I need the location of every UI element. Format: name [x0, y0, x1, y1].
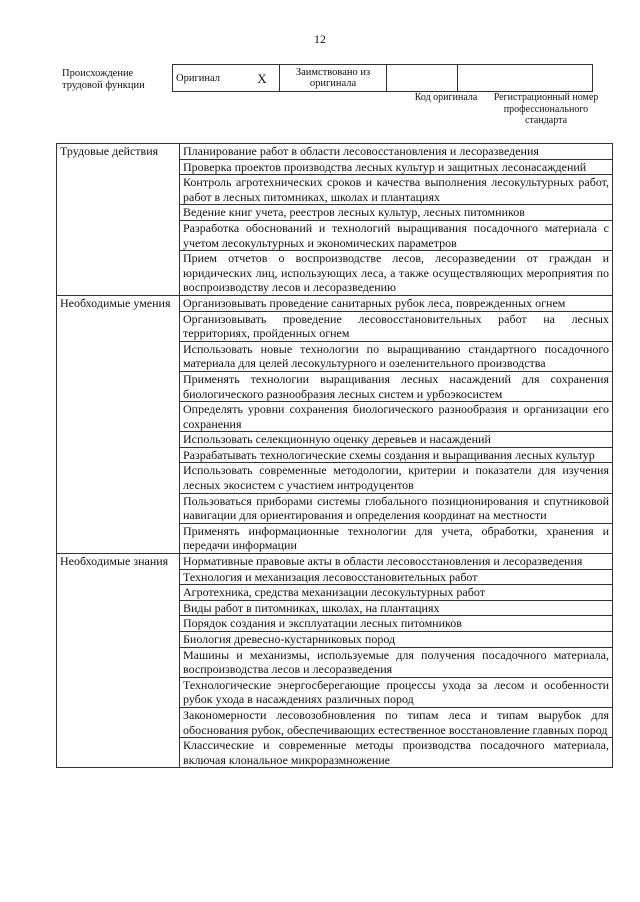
table-row: [57, 447, 613, 463]
section-item: Биология древесно-кустарниковых пород: [180, 632, 613, 648]
code-caption: Код оригинала: [414, 92, 478, 103]
section-item: Организовывать проведение санитарных рубок леса, поврежденных огнем: [180, 295, 613, 311]
section-item: Определять уровни сохранения биологического разнообразия и организации его сохранения: [180, 402, 613, 432]
table-row: [57, 463, 613, 493]
table-row: [57, 251, 613, 296]
section-item: Применять технологии выращивания лесных насаждений для сохранения биологического разнообразия лесных систем и урбоэкосистем: [180, 371, 613, 401]
table-row: [57, 707, 613, 737]
table-row: [57, 493, 613, 523]
section-title-cell: [57, 677, 180, 707]
table-row: [57, 175, 613, 205]
section-item: Использовать новые технологии по выращиванию стандартного посадочного материала для целей лесокультурного и озеленительного производства: [180, 341, 613, 371]
section-title-cell: [57, 371, 180, 401]
section-item: Использовать современные методологии, критерии и показатели для изучения лесных экосистем с участием интродуцентов: [180, 463, 613, 493]
section-item: Виды работ в питомниках, школах, на плантациях: [180, 600, 613, 616]
table-row: [57, 600, 613, 616]
section-title-cell: [57, 707, 180, 737]
table-row: [57, 341, 613, 371]
section-title-cell: [57, 432, 180, 448]
section-item: Проверка проектов производства лесных культур и защитных лесонасаждений: [180, 159, 613, 175]
origin-label: Происхождение трудовой функции: [62, 68, 145, 91]
section-title-cell: [57, 447, 180, 463]
table-row: [57, 371, 613, 401]
section-title-cell: [57, 175, 180, 205]
section-title-cell: [57, 159, 180, 175]
section-title-cell: [57, 311, 180, 341]
section-title-cell: [57, 600, 180, 616]
section-title-cell: [57, 632, 180, 648]
table-row: [57, 432, 613, 448]
original-code-cell: [387, 65, 458, 92]
section-item: Технологические энергосберегающие процессы ухода за лесом и особенности рубок ухода в насаждениях различных пород: [180, 677, 613, 707]
table-row: [57, 632, 613, 648]
section-item: Разрабатывать технологические схемы создания и выращивания лесных культур: [180, 447, 613, 463]
section-title-cell: [57, 569, 180, 585]
section-item: Закономерности лесовозобновления по типам леса и типам вырубок для обоснования рубок, обеспечивающих естественное восстановление главных пород: [180, 707, 613, 737]
table-row: [57, 523, 613, 553]
table-row: [57, 585, 613, 601]
section-title-cell: [57, 463, 180, 493]
section-title-cell: [57, 738, 180, 768]
table-row: [57, 205, 613, 221]
section-item: Машины и механизмы, используемые для получения посадочного материала, воспроизводства лесов и лесоразведения: [180, 647, 613, 677]
section-item: Нормативные правовые акты в области лесовосстановления и лесоразведения: [180, 554, 613, 570]
table-row: [57, 569, 613, 585]
original-mark: X: [245, 65, 280, 92]
section-title-cell: [57, 205, 180, 221]
section-item: Ведение книг учета, реестров лесных культур, лесных питомников: [180, 205, 613, 221]
competency-table: [56, 143, 613, 768]
section-item: Организовывать проведение лесовосстановительных работ на лесных территориях, пройденных огнем: [180, 311, 613, 341]
section-item: Классические и современные методы производства посадочного материала, включая клональное микроразмножение: [180, 738, 613, 768]
section-title-cell: Необходимые знания: [57, 554, 180, 570]
page-number: 12: [314, 32, 326, 46]
section-title-cell: [57, 251, 180, 296]
table-row: [57, 554, 613, 570]
section-item: Планирование работ в области лесовосстановления и лесоразведения: [180, 144, 613, 160]
section-title-cell: [57, 523, 180, 553]
table-row: [57, 311, 613, 341]
registration-caption: Регистрационный номер профессионального стандарта: [493, 92, 599, 126]
table-row: [57, 159, 613, 175]
section-item: Использовать селекционную оценку деревьев и насаждений: [180, 432, 613, 448]
section-item: Агротехника, средства механизации лесокультурных работ: [180, 585, 613, 601]
table-row: [57, 647, 613, 677]
table-row: [57, 295, 613, 311]
section-title-cell: Необходимые умения: [57, 295, 180, 311]
table-row: [57, 220, 613, 250]
section-title-cell: [57, 493, 180, 523]
section-item: Технология и механизация лесовосстановительных работ: [180, 569, 613, 585]
section-title-cell: [57, 402, 180, 432]
table-row: [57, 677, 613, 707]
borrowed-label: Заимствовано из оригинала: [280, 65, 387, 92]
section-title-cell: Трудовые действия: [57, 144, 180, 160]
section-title-cell: [57, 220, 180, 250]
registration-number-cell: [458, 65, 593, 92]
section-title-cell: [57, 341, 180, 371]
section-item: Пользоваться приборами системы глобального позиционирования и спутниковой навигации для ориентирования и определения координат на местности: [180, 493, 613, 523]
original-label: Оригинал: [173, 65, 246, 92]
section-title-cell: [57, 585, 180, 601]
section-item: Прием отчетов о воспроизводстве лесов, лесоразведении от граждан и юридических лиц, использующих леса, а также осуществляющих мероприятия по воспроизводству лесов и лесоразведению: [180, 251, 613, 296]
table-row: [57, 144, 613, 160]
section-title-cell: [57, 616, 180, 632]
table-row: [57, 402, 613, 432]
section-item: Разработка обоснований и технологий выращивания посадочного материала с учетом лесокультурных и экономических параметров: [180, 220, 613, 250]
section-item: Порядок создания и эксплуатации лесных питомников: [180, 616, 613, 632]
table-row: [57, 616, 613, 632]
section-item: Применять информационные технологии для учета, обработки, хранения и передачи информации: [180, 523, 613, 553]
table-row: [57, 738, 613, 768]
section-item: Контроль агротехнических сроков и качества выполнения лесокультурных работ, работ в лесных питомниках, школах и плантациях: [180, 175, 613, 205]
origin-table: [172, 64, 593, 92]
section-title-cell: [57, 647, 180, 677]
